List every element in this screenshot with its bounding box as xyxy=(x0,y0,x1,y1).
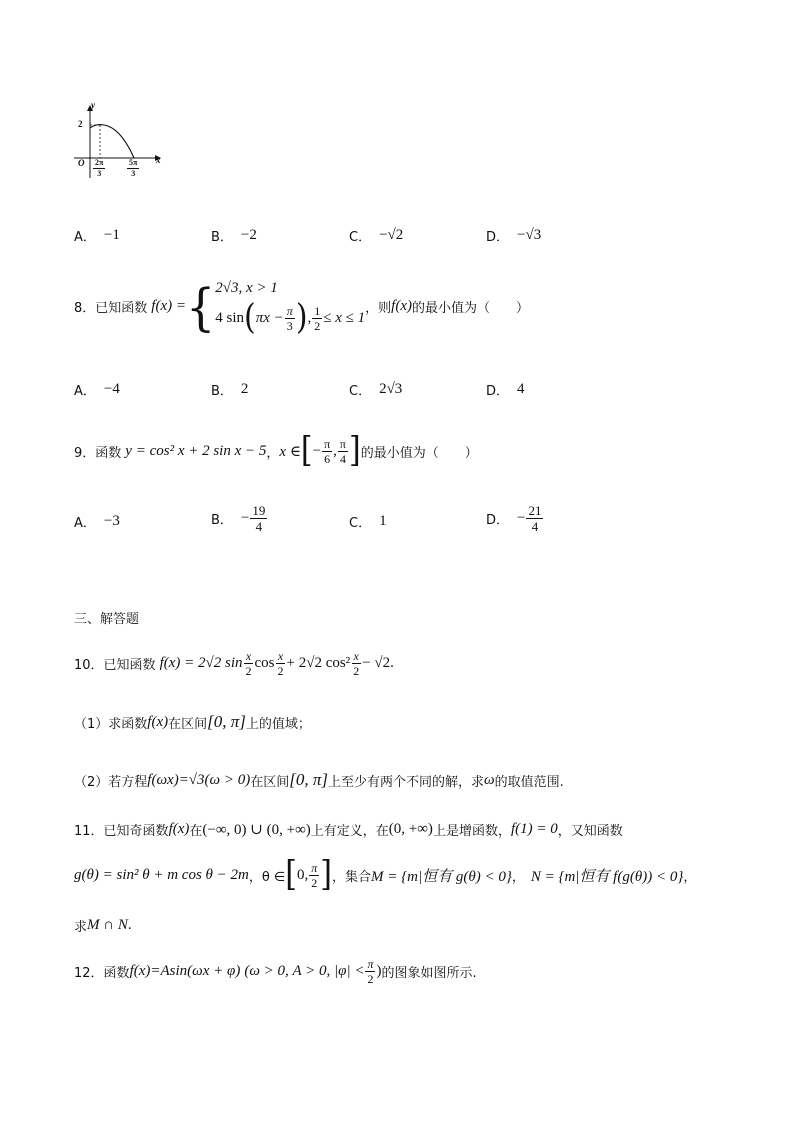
question-8 xyxy=(74,276,530,338)
q8-option-c[interactable] xyxy=(349,380,402,399)
q11-set-N: N = {m|恒有 f(g(θ)) < 0} xyxy=(530,868,684,885)
tick1-num: 2π xyxy=(95,158,104,167)
q11-g: g(θ) = sin² θ + m cos θ − 2m xyxy=(74,866,249,883)
left-bracket: [ xyxy=(300,430,313,471)
tick1-den: 3 xyxy=(97,169,102,178)
q8-fx: f(x) xyxy=(391,298,412,314)
option-sign: − xyxy=(517,510,526,526)
sub1-fx: f(x) xyxy=(147,713,169,730)
frac-num: π xyxy=(311,860,318,875)
option-label: C． xyxy=(349,230,372,245)
tick2-num: 5π xyxy=(129,158,138,167)
graph-origin: O xyxy=(78,158,85,168)
frac-num: x xyxy=(277,649,284,663)
q10-expr-c: + 2√2 cos² xyxy=(286,655,351,671)
right-bracket: ] xyxy=(320,854,332,895)
left-bracket: [ xyxy=(285,854,298,895)
option-label: A． xyxy=(74,384,96,399)
q9-suffix: 的最小值为（ ） xyxy=(360,445,478,461)
q11-line-2 xyxy=(74,854,697,895)
sub1-pre: （1）求函数 xyxy=(74,716,148,732)
sub2-omega: ω xyxy=(484,771,495,788)
right-bracket: ] xyxy=(348,430,361,471)
q9-expr: y = cos² x + 2 sin x − 5 xyxy=(125,442,267,459)
q10-prefix: 已知函数 xyxy=(103,658,156,673)
sub1-int: [0, π] xyxy=(207,712,246,731)
q11-l1-e: ，又知函数 xyxy=(557,824,623,839)
q10-frac-2 xyxy=(276,650,286,677)
frac-num: π xyxy=(324,436,331,451)
q10-end: . xyxy=(390,655,394,671)
q11-line-1 xyxy=(74,820,623,839)
q8-cond-frac xyxy=(312,305,322,332)
q12-prefix: 函数 xyxy=(103,966,130,981)
option-label: C． xyxy=(349,516,372,531)
option-label: C． xyxy=(349,384,372,399)
q11-int-frac xyxy=(309,862,319,889)
q12-frac xyxy=(365,958,375,985)
q12-cond: (ω > 0, A > 0, |φ| < xyxy=(244,963,365,979)
q11-l2-c: ， xyxy=(511,869,525,885)
q11-l1-c: 上有定义，在 xyxy=(310,824,389,839)
q8-brace: { xyxy=(185,276,216,337)
option-label: D． xyxy=(486,513,510,528)
q8-case2-a: 4 sin xyxy=(215,309,245,326)
q8-prefix: 已知函数 xyxy=(95,301,148,316)
q9-option-b[interactable] xyxy=(211,504,268,533)
option-value: 2 xyxy=(240,381,249,397)
q8-case2-b: πx − xyxy=(255,309,284,326)
q8-option-b[interactable] xyxy=(211,380,248,399)
option-label: D． xyxy=(486,230,510,245)
option-value: 2√3 xyxy=(379,381,403,397)
q7-option-b[interactable] xyxy=(211,226,257,245)
option-value: −4 xyxy=(103,381,120,397)
frac-den: 2 xyxy=(311,875,318,890)
frac-den: 4 xyxy=(255,519,263,534)
q11-l1-f1: f(1) = 0 xyxy=(510,821,558,837)
q11-l1-fx: f(x) xyxy=(168,821,190,837)
option-frac xyxy=(250,504,267,533)
option-label: B． xyxy=(211,230,233,245)
sub2-suf1: 上至少有两个不同的解，求 xyxy=(328,774,485,790)
q8-suffix2: 的最小值为（ ） xyxy=(412,301,530,316)
q11-number: 11． xyxy=(74,824,104,839)
q8-comma: , xyxy=(307,309,312,326)
q9-prefix: 函数 xyxy=(95,445,122,461)
q11-l3-a: 求 xyxy=(74,920,88,935)
graph-x-tick-2 xyxy=(127,159,139,178)
frac-num: 1 xyxy=(314,303,321,318)
q11-int-l: 0, xyxy=(297,866,309,883)
q8-case2-frac xyxy=(285,305,295,332)
option-label: A． xyxy=(74,516,96,531)
sub2-int: [0, π] xyxy=(289,770,329,789)
graph-x-tick-1 xyxy=(93,159,105,178)
q8-case-2 xyxy=(215,297,366,338)
frac-den: 2 xyxy=(245,664,252,678)
sub2-suf2: 的取值范围. xyxy=(494,774,564,790)
option-value: −√3 xyxy=(517,227,542,243)
option-value: −1 xyxy=(103,227,120,243)
frac-num: π xyxy=(286,303,293,318)
q7-option-a[interactable] xyxy=(74,226,120,245)
sub2-eq: f(ωx)=√3(ω > 0) xyxy=(147,771,251,788)
q11-l1-d: 上是增函数， xyxy=(432,824,511,839)
option-label: D． xyxy=(486,384,510,399)
frac-den: 2 xyxy=(367,972,374,986)
q10-number: 10． xyxy=(74,658,104,673)
sub2-mid: 在区间 xyxy=(250,774,290,790)
q7-option-d[interactable] xyxy=(486,226,541,245)
q11-l1-a: 已知奇函数 xyxy=(103,824,169,839)
q11-l1-b: 在 xyxy=(189,824,203,839)
frac-den: 2 xyxy=(277,664,284,678)
left-paren: ( xyxy=(244,297,256,338)
sub1-mid: 在区间 xyxy=(168,716,208,732)
q11-l2-d: ， xyxy=(683,869,697,885)
q10-expr-d: − √2 xyxy=(362,655,391,671)
q8-number: 8． xyxy=(74,301,96,316)
frac-num: 21 xyxy=(528,503,542,518)
q8-case2-cond: ≤ x ≤ 1 xyxy=(323,309,366,326)
q11-l2-a: ，θ ∈ xyxy=(248,869,286,885)
graph-y-tick: 2 xyxy=(78,119,83,129)
q11-l3-b: . xyxy=(127,917,132,933)
option-label: A． xyxy=(74,230,96,245)
frac-num: 19 xyxy=(252,503,266,518)
sub2-pre: （2）若方程 xyxy=(74,774,148,790)
option-value: −2 xyxy=(240,227,257,243)
q11-MN: M ∩ N xyxy=(87,917,128,933)
q12-cond-end: ) xyxy=(376,963,382,979)
frac-den: 2 xyxy=(314,318,321,333)
option-value: −√2 xyxy=(379,227,404,243)
q11-set-M: M = {m|恒有 g(θ) < 0} xyxy=(371,868,512,885)
q10-sub-1 xyxy=(74,712,311,732)
q9-sep: ， xyxy=(266,445,280,461)
q12-suffix: 的图象如图所示. xyxy=(381,966,477,981)
q8-func: f(x) = xyxy=(151,298,186,314)
comma: , xyxy=(333,442,337,459)
q11-l1-dom: (−∞, 0) ∪ (0, +∞) xyxy=(202,822,311,838)
function-graph xyxy=(64,100,174,182)
frac-den: 3 xyxy=(286,318,293,333)
graph-svg xyxy=(64,100,174,182)
q7-option-c[interactable] xyxy=(349,226,403,245)
minus-sign: − xyxy=(312,442,322,459)
option-sign: − xyxy=(240,510,250,526)
graph-x-label: x xyxy=(156,155,161,165)
option-frac xyxy=(526,504,543,533)
frac-den: 4 xyxy=(531,519,539,534)
q8-case-1: 2√3, x > 1 xyxy=(215,280,278,296)
question-9 xyxy=(74,430,478,471)
option-value: 4 xyxy=(517,381,525,397)
tick2-den: 3 xyxy=(131,169,136,178)
section-heading: 三、解答题 xyxy=(74,612,140,627)
q8-option-d[interactable] xyxy=(486,380,525,399)
q11-line-3 xyxy=(74,916,132,935)
frac-num: x xyxy=(245,649,252,663)
frac-num: π xyxy=(367,957,374,971)
question-10 xyxy=(74,650,394,677)
option-label: B． xyxy=(211,384,233,399)
graph-y-label: y xyxy=(91,100,95,110)
q8-option-a[interactable] xyxy=(74,380,120,399)
q9-option-a[interactable] xyxy=(74,512,120,531)
q11-l1-int: (0, +∞) xyxy=(388,821,433,837)
frac-den: 6 xyxy=(324,451,331,466)
q9-int-left xyxy=(322,438,332,465)
q10-frac-1 xyxy=(244,650,254,677)
curve xyxy=(90,125,134,158)
frac-num: π xyxy=(339,436,346,451)
q11-l2-b: ，集合 xyxy=(332,869,372,885)
right-paren: ) xyxy=(295,297,308,338)
q9-option-d[interactable] xyxy=(486,504,544,533)
q8-cases xyxy=(215,280,366,338)
q8-suffix1: ，则 xyxy=(365,301,392,316)
q9-domain-pre: x ∈ xyxy=(279,443,301,460)
q10-sub-2 xyxy=(74,770,564,790)
q9-option-c[interactable] xyxy=(349,512,387,531)
option-value: 1 xyxy=(379,513,387,529)
q9-int-right xyxy=(338,438,348,465)
q10-frac-3 xyxy=(351,650,361,677)
frac-den: 2 xyxy=(353,664,360,678)
frac-den: 4 xyxy=(339,451,346,466)
q10-expr-b: cos xyxy=(254,655,275,671)
frac-num: x xyxy=(353,649,359,663)
sub1-suf: 上的值域； xyxy=(245,716,311,732)
option-value: −3 xyxy=(103,513,120,529)
q10-expr-a: f(x) = 2√2 sin xyxy=(159,655,243,671)
question-12 xyxy=(74,958,477,985)
q12-number: 12． xyxy=(74,966,104,981)
option-label: B． xyxy=(211,513,233,528)
q9-number: 9． xyxy=(74,445,96,461)
q12-expr: f(x)=Asin(ωx + φ) xyxy=(129,963,241,979)
